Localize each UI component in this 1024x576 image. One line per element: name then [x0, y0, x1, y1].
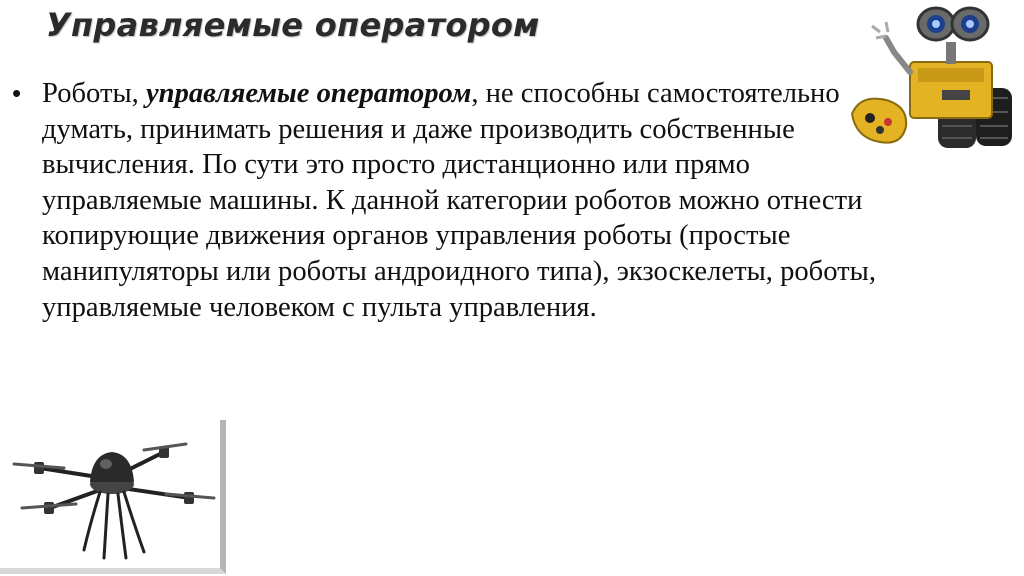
bullet-text	[42, 76, 892, 325]
bullet-marker: •	[12, 78, 22, 108]
robot-toy-image	[846, 2, 1018, 152]
bullet-paragraph	[12, 76, 892, 325]
bullet-text-before: Роботы,	[42, 78, 146, 109]
bullet-text-after: , не способны самостоятельно думать, принимать решения и даже производить собственные вычисления. По сути это просто дистанционно или прямо управляемые машины. К данной категории роботов можно отнести копирующие движения органов управления роботы (простые манипуляторы или роботы андроидного типа), экзоскелеты, роботы, управляемые человеком с пульта управления.	[42, 78, 876, 323]
bullet-emphasis: управляемые оператором	[145, 78, 472, 109]
slide-title: Управляемые оператором	[46, 6, 540, 44]
drone-image	[4, 424, 218, 568]
drone-image-frame	[0, 420, 226, 574]
